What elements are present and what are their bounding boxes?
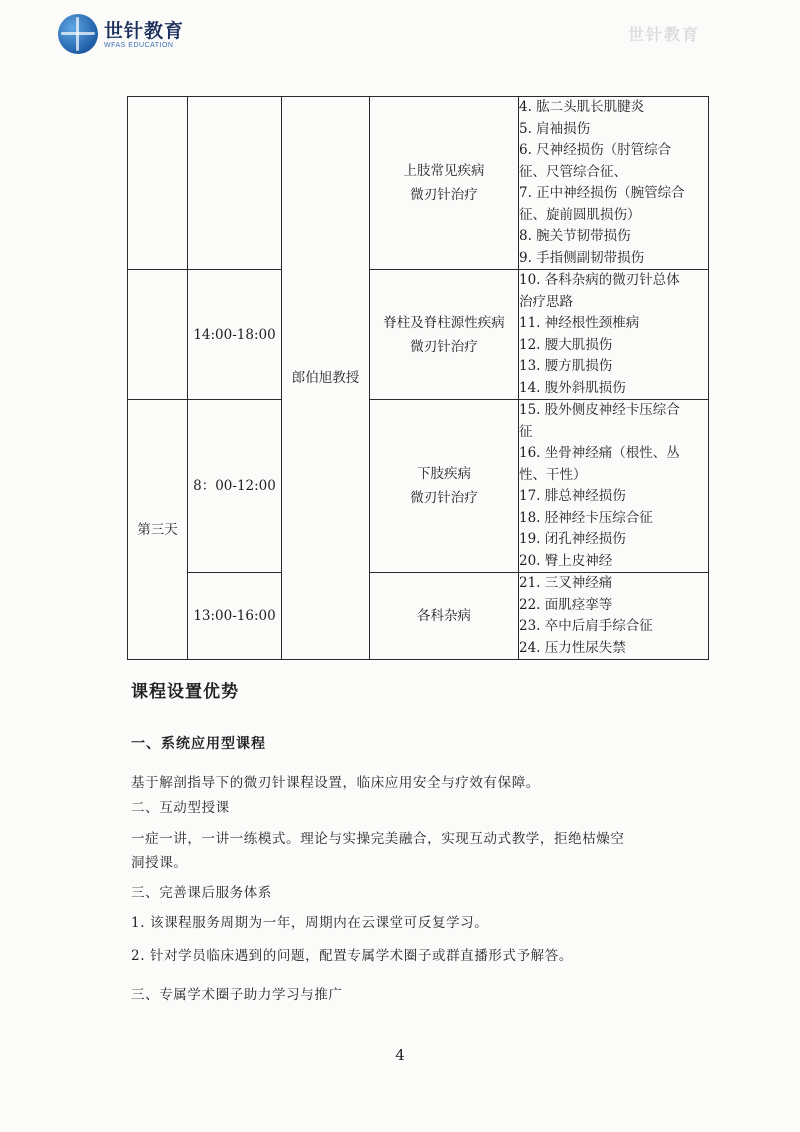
time-cell-empty <box>188 97 282 270</box>
table-row <box>128 97 709 270</box>
content-line: 治疗思路 <box>519 293 573 310</box>
content-cell <box>519 97 709 270</box>
content-line: 24. 压力性尿失禁 <box>519 639 626 656</box>
heading-interactive: 二、互动型授课 <box>131 800 230 816</box>
day-cell-empty <box>128 97 188 270</box>
time-cell: 14:00-18:00 <box>188 270 282 400</box>
heading-system-course: 一、系统应用型课程 <box>131 736 266 752</box>
content-line: 23. 卒中后肩手综合征 <box>519 618 653 634</box>
content-cell <box>519 573 709 660</box>
content-line: 10. 各科杂病的微刃针总体 <box>519 272 680 288</box>
content-line: 11. 神经根性颈椎病 <box>519 315 640 331</box>
heading-academic-circle: 三、专属学术圈子助力学习与推广 <box>131 987 343 1003</box>
topic-line: 上肢常见疾病 <box>403 163 485 179</box>
logo-name: 世针教育 <box>104 19 185 42</box>
content-line: 征 <box>519 423 533 440</box>
content-line: 22. 面肌痉挛等 <box>519 596 613 613</box>
page-number: 4 <box>395 1046 405 1064</box>
content-line: 17. 腓总神经损伤 <box>519 488 626 504</box>
header-logo <box>58 14 184 54</box>
content-line: 21. 三叉神经痛 <box>519 575 613 591</box>
topic-line: 微刃针治疗 <box>410 187 478 203</box>
content-line: 9. 手指侧副韧带损伤 <box>519 249 645 266</box>
paragraph: 2. 针对学员临床遇到的问题，配置专属学术圈子或群直播形式予解答。 <box>131 948 573 964</box>
content-line: 13. 腰方肌损伤 <box>519 358 613 374</box>
table-row <box>128 400 709 573</box>
topic-cell <box>370 97 519 270</box>
content-line: 征、尺管综合征、 <box>519 163 627 180</box>
time-cell: 13:00-16:00 <box>188 573 282 660</box>
day-cell-empty <box>128 270 188 400</box>
table-row <box>128 573 709 660</box>
day-cell: 第三天 <box>128 400 188 660</box>
topic-line: 微刃针治疗 <box>410 490 478 506</box>
paragraph: 一症一讲，一讲一练模式。理论与实操完美融合，实现互动式教学，拒绝枯燥空 <box>131 831 625 847</box>
paragraph: 洞授课。 <box>131 855 188 871</box>
heading-service: 三、完善课后服务体系 <box>131 885 272 901</box>
watermark: 世针教育 <box>628 25 701 44</box>
globe-icon <box>58 14 98 54</box>
logo-subtitle: WFAS EDUCATION <box>104 41 174 49</box>
time-cell: 8：00-12:00 <box>188 400 282 573</box>
content-line: 4. 肱二头肌长肌腱炎 <box>519 99 645 115</box>
content-line: 7. 正中神经损伤（腕管综合 <box>519 185 685 201</box>
content-line: 16. 坐骨神经痛（根性、丛 <box>519 445 680 461</box>
content-line: 性、干性） <box>519 466 587 483</box>
topic-cell <box>370 270 519 400</box>
content-line: 5. 肩袖损伤 <box>519 120 591 137</box>
topic-cell <box>370 573 519 660</box>
content-line: 征、旋前圆肌损伤） <box>519 206 641 223</box>
topic-cell <box>370 400 519 573</box>
schedule-table <box>127 96 709 660</box>
content-line: 12. 腰大肌损伤 <box>519 336 613 353</box>
content-cell <box>519 270 709 400</box>
content-line: 20. 臀上皮神经 <box>519 552 613 569</box>
topic-line: 下肢疾病 <box>417 466 471 482</box>
paragraph: 基于解剖指导下的微刃针课程设置，临床应用安全与疗效有保障。 <box>131 775 540 791</box>
content-line: 8. 腕关节韧带损伤 <box>519 228 631 244</box>
content-line: 14. 腹外斜肌损伤 <box>519 379 626 396</box>
teacher-cell: 郎伯旭教授 <box>282 97 370 660</box>
content-cell <box>519 400 709 573</box>
paragraph: 1. 该课程服务周期为一年，周期内在云课堂可反复学习。 <box>131 915 489 931</box>
topic-line: 各科杂病 <box>417 608 471 624</box>
section-title: 课程设置优势 <box>131 682 239 702</box>
content-line: 19. 闭孔神经损伤 <box>519 531 626 547</box>
topic-line: 微刃针治疗 <box>410 338 478 355</box>
content-line: 15. 股外侧皮神经卡压综合 <box>519 402 680 418</box>
content-line: 18. 胫神经卡压综合征 <box>519 509 653 526</box>
table-row <box>128 270 709 400</box>
topic-line: 脊柱及脊柱源性疾病 <box>383 314 505 331</box>
content-line: 6. 尺神经损伤（肘管综合 <box>519 142 672 158</box>
